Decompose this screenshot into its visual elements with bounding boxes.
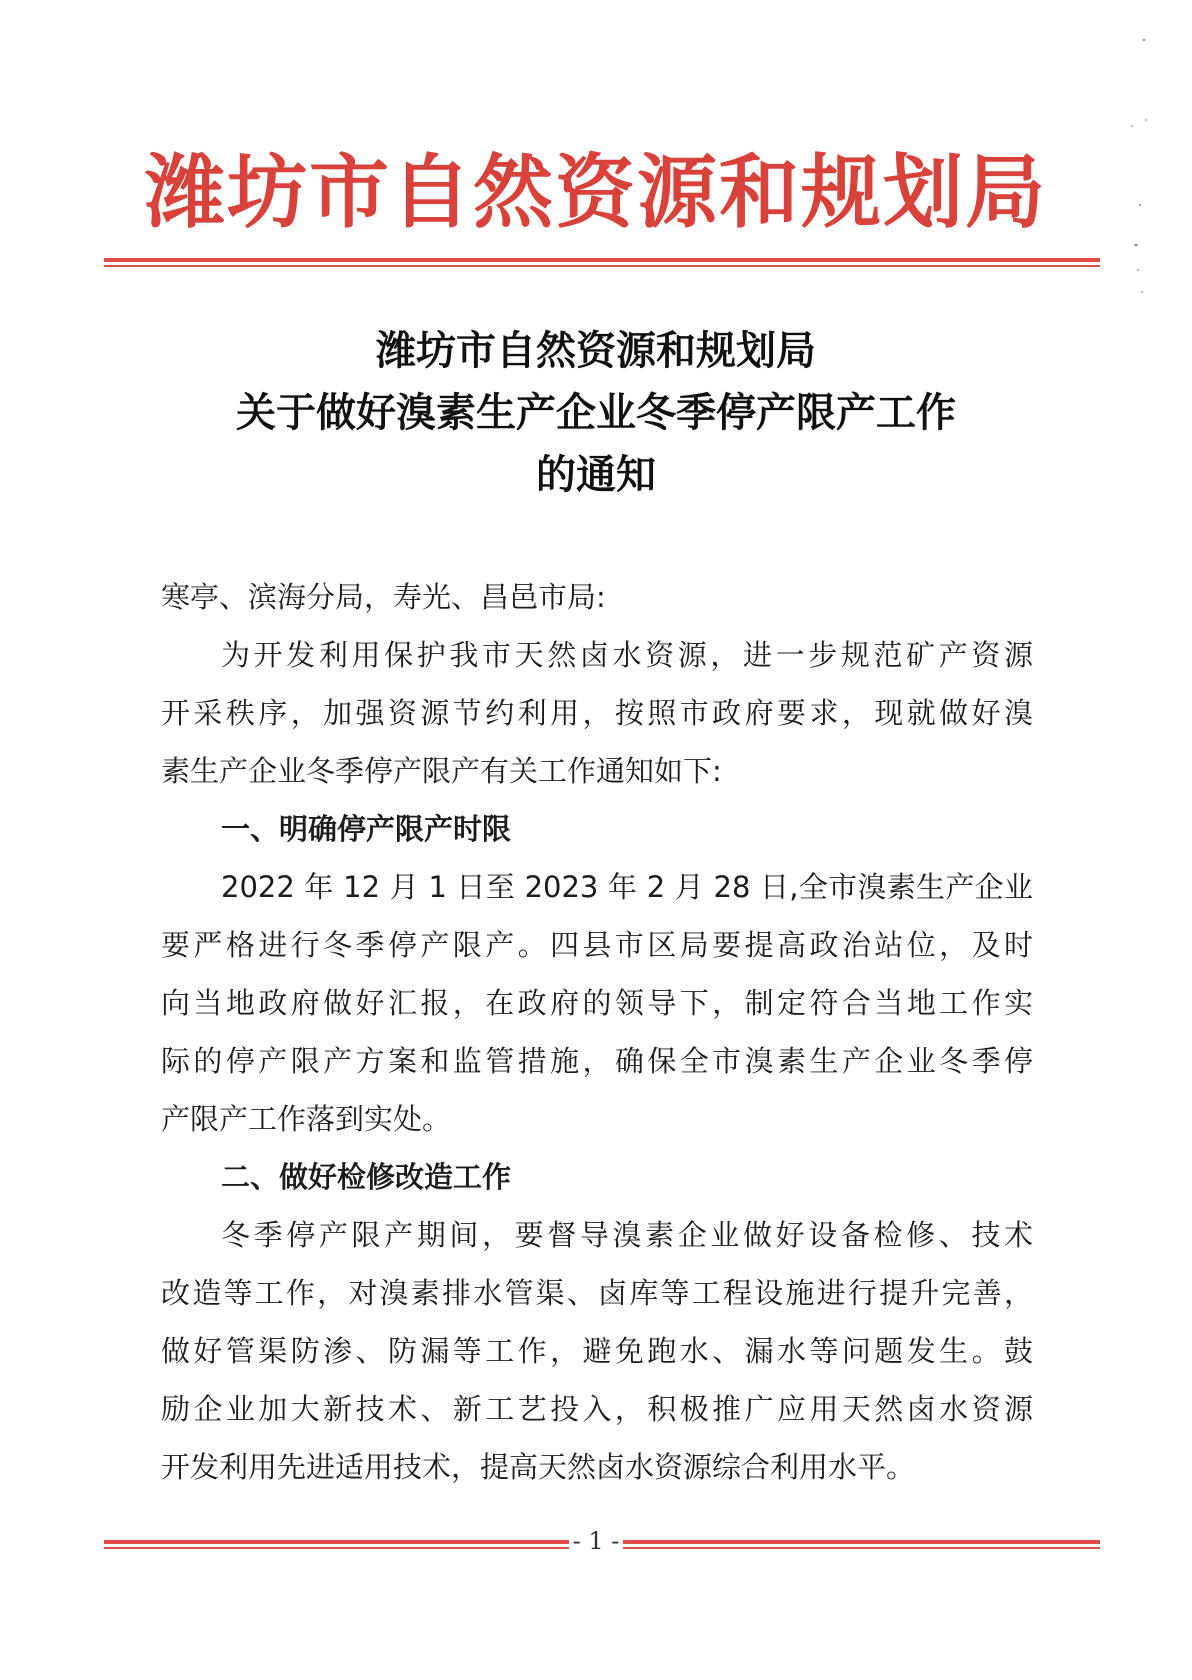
section2-line: 冬季停产限产期间，要督导溴素企业做好设备检修、技术 (221, 1218, 1033, 1252)
document-body (161, 568, 1033, 1496)
section1-line: 向当地政府做好汇报，在政府的领导下，制定符合当地工作实 (161, 986, 1033, 1020)
title-line: 关于做好溴素生产企业冬季停产限产工作 (236, 389, 956, 436)
page-number (0, 1526, 1192, 1556)
title-line: 的通知 (536, 451, 656, 498)
section2-line: 开发利用先进适用技术，提高天然卤水资源综合利用水平。 (161, 1450, 916, 1484)
document-title (0, 320, 1192, 506)
recipients-line: 寒亭、滨海分局，寿光、昌邑市局: (161, 580, 606, 614)
section1-line: 要严格进行冬季停产限产。四县市区局要提高政治站位，及时 (161, 928, 1033, 962)
header-red-rule-thick (104, 258, 1100, 262)
intro-line: 开采秩序，加强资源节约利用，按照市政府要求，现就做好溴 (161, 696, 1033, 730)
issuing-authority-header: 潍坊市自然资源和规划局 (145, 145, 1047, 239)
section1-line: 际的停产限产方案和监管措施，确保全市溴素生产企业冬季停 (161, 1044, 1033, 1078)
intro-line: 为开发利用保护我市天然卤水资源，进一步规范矿产资源 (221, 638, 1033, 672)
section2-line: 励企业加大新技术、新工艺投入，积极推广应用天然卤水资源 (161, 1392, 1033, 1426)
section1-line: 产限产工作落到实处。 (161, 1102, 452, 1136)
page-number-text: - 1 - (569, 1527, 624, 1555)
section2-line: 做好管渠防渗、防漏等工作，避免跑水、漏水等问题发生。鼓 (161, 1334, 1033, 1368)
title-line: 潍坊市自然资源和规划局 (376, 327, 816, 374)
intro-line: 素生产企业冬季停产限产有关工作通知如下: (161, 754, 722, 788)
header-red-rule (104, 258, 1100, 267)
section1-line: 2022 年 12 月 1 日至 2023 年 2 月 28 日,全市溴素生产企业 (221, 870, 1033, 904)
section-heading-2: 二、做好检修改造工作 (221, 1160, 512, 1194)
section2-line: 改造等工作，对溴素排水管渠、卤库等工程设施进行提升完善， (161, 1276, 1033, 1310)
section-heading-1: 一、明确停产限产时限 (221, 812, 512, 846)
header-red-rule-thin (104, 265, 1100, 267)
